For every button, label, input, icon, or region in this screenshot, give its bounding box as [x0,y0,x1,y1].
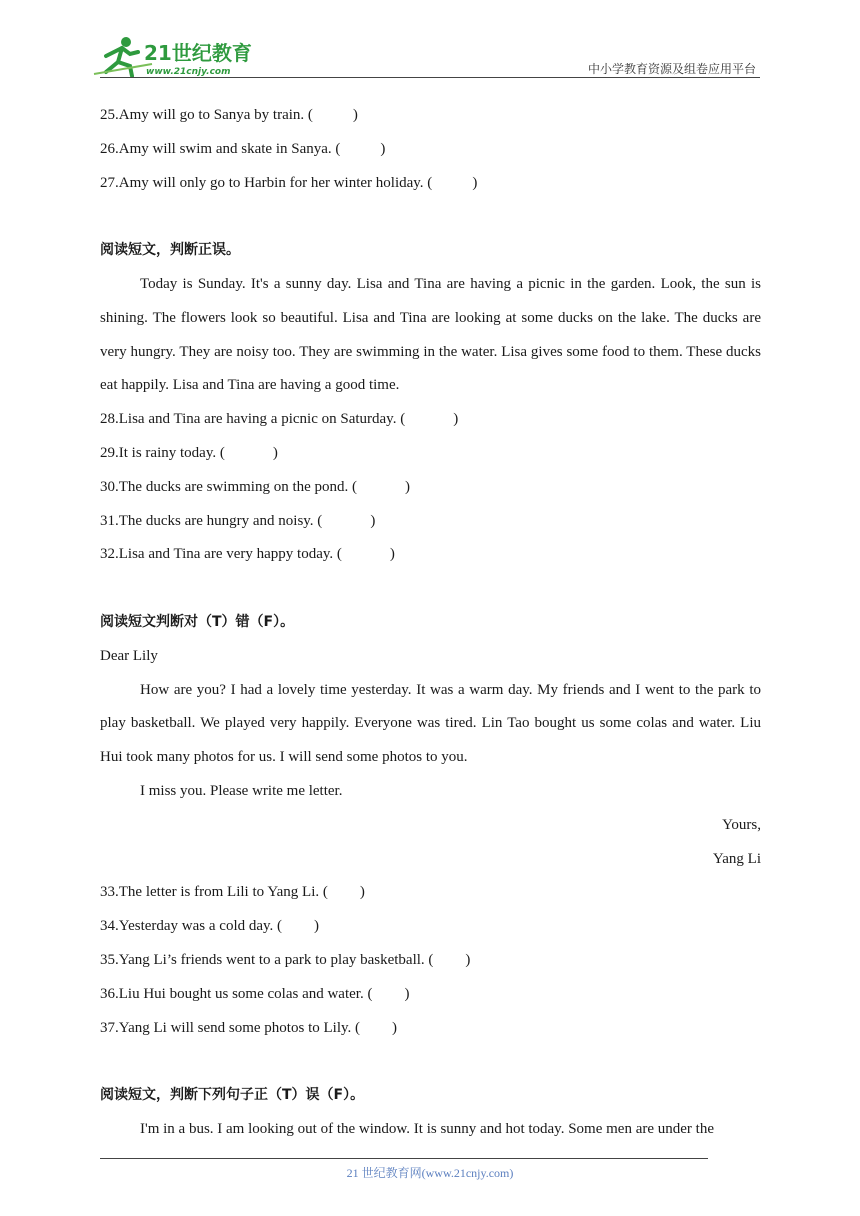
question-37: 37.Yang Li will send some photos to Lily. ( ) [100,1019,398,1036]
question-31: 31.The ducks are hungry and noisy. ( ) [100,512,376,529]
question-28: 28.Lisa and Tina are having a picnic on Saturday. ( ) [100,411,459,428]
section-heading: 阅读短文，判断正误。 [100,242,240,259]
question-32: 32.Lisa and Tina are very happy today. ( ) [100,546,395,563]
letter-signoff: Yours, [722,816,761,833]
question-30: 30.The ducks are swimming on the pond. ( ) [100,478,411,495]
letter-greeting: Dear Lily [100,647,158,664]
letter-body: How are you? I had a lovely time yesterday. It was a warm day. My friends and I went to the park to play basketball. We played very happily. Everyone was tired. Lin Tao bought us some colas and water. Liu Hui took many photos for us. I will send some photos to you. [100,681,761,766]
reading-passage: Today is Sunday. It's a sunny day. Lisa and Tina are having a picnic in the garden. Look, the sun is shining. The flowers look so beautiful. Lisa and Tina are looking at some ducks on the lake. The ducks are very hungry. They are noisy too. They are swimming in the water. Lisa gives some food to them. These ducks eat happily. Lisa and Tina are having a good time. [100,275,761,394]
header-platform-text: 中小学教育资源及组卷应用平台 [587,62,756,76]
question-35: 35.Yang Li’s friends went to a park to play basketball. ( ) [100,951,471,968]
logo-runner-icon [92,34,262,78]
logo [92,34,262,78]
question-33: 33.The letter is from Lili to Yang Li. ( ) [100,884,365,901]
page-footer: 21 世纪教育网(www.21cnjy.com) [346,1166,514,1180]
question-26: 26.Amy will swim and skate in Sanya. ( ) [100,140,386,157]
document-body [100,99,761,1147]
header-divider [100,77,760,78]
question-25: 25.Amy will go to Sanya by train. ( ) [100,107,358,123]
svg-text:21世纪教育: 21世纪教育 [144,41,252,65]
section-heading: 阅读短文，判断下列句子正（T）误（F）。 [100,1087,365,1104]
letter-signature: Yang Li [712,850,761,867]
svg-text:www.21cnjy.com: www.21cnjy.com [146,67,231,77]
reading-passage-start: I'm in a bus. I am looking out of the window. It is sunny and hot today. Some men are under the [140,1120,714,1137]
question-36: 36.Liu Hui bought us some colas and water. ( ) [100,985,410,1002]
question-34: 34.Yesterday was a cold day. ( ) [100,918,320,935]
section-heading: 阅读短文判断对（T）错（F）。 [100,613,295,630]
footer-divider [100,1158,708,1159]
question-29: 29.It is rainy today. ( ) [100,444,278,461]
page-header [0,0,860,82]
letter-closing-line: I miss you. Please write me letter. [140,782,343,799]
question-27: 27.Amy will only go to Harbin for her winter holiday. ( ) [100,174,478,191]
